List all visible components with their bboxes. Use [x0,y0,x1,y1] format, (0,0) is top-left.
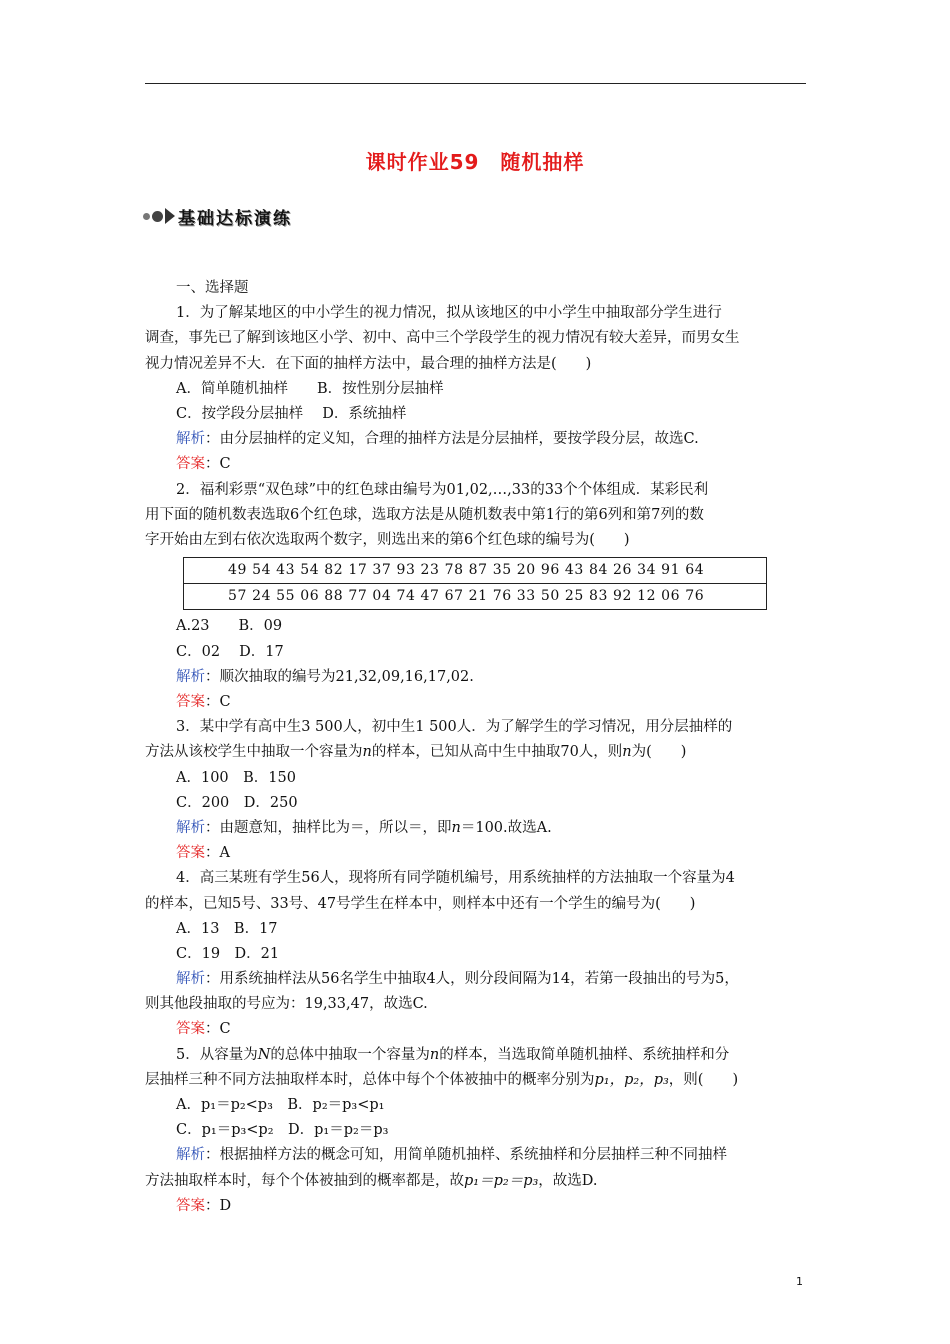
q3-stem-text: 为( ) [631,744,687,761]
arrow-icon [165,208,175,224]
answer-label: 答案 [176,845,205,862]
random-number-table [183,557,767,610]
q1-options-ab: A．简单随机抽样 B．按性别分层抽样 [176,380,444,397]
section-banner [143,203,292,229]
q5-analysis-line1 [145,1143,810,1168]
q5-answer [145,1194,810,1219]
q4-stem-line2: 的样本，已知5号、33号、47号学生在样本中，则样本中还有一个学生的编号为( ) [145,895,696,912]
analysis-text: ：由分层抽样的定义知，合理的抽样方法是分层抽样，要按学段分层，故选C. [205,431,699,448]
table-row [184,558,767,584]
q4-analysis-line1 [145,967,810,992]
q3-stem-line1: 3．某中学有高中生3 500人，初中生1 500人．为了解学生的学习情况，用分层抽样的 [176,719,733,736]
q5-stem-text: 的样本，当选取简单随机抽样、系统抽样和分 [439,1046,730,1063]
variable-n: n [362,744,372,761]
analysis-text: 方法抽取样本时，每个个体被抽到的概率都是，故 [145,1172,464,1189]
q5-options-ab: A．p₁＝p₂<p₃ B．p₂＝p₃<p₁ [176,1097,385,1114]
analysis-label: 解析 [176,668,205,685]
q5-options-cd: C．p₁＝p₃<p₂ D．p₁＝p₂＝p₃ [176,1122,389,1139]
q3-answer [145,841,810,866]
answer-label: 答案 [176,1021,205,1038]
q3-stem-line2 [145,740,810,765]
analysis-text: ：用系统抽样法从56名学生中抽取4人，则分段间隔为14，若第一段抽出的号为5， [205,971,739,988]
q3-stem-text: 的样本，已知从高中生中抽取70人，则 [371,744,623,761]
answer-text: ：C [205,694,231,711]
analysis-text: ：根据抽样方法的概念可知，用简单随机抽样、系统抽样和分层抽样三种不同抽样 [205,1147,727,1164]
q1-stem-line1: 1．为了解某地区的中小学生的视力情况，拟从该地区的中小学生中抽取部分学生进行 [176,305,722,322]
q3-stem-text: 方法从该校学生中抽取一个容量为 [145,744,363,761]
analysis-text: ：由题意知，抽样比为＝，所以＝，即 [205,819,452,836]
q4-stem-line1: 4．高三某班有学生56人，现将所有同学随机编号，用系统抽样的方法抽取一个容量为4 [176,870,735,887]
variable-N: N [257,1046,271,1063]
page-number: 1 [796,1275,803,1288]
answer-text: ：A [205,845,230,862]
q5-stem-line2 [145,1068,810,1093]
analysis-text: ，故选D. [538,1172,598,1189]
q5-stem-text: ，则( ) [668,1071,739,1088]
q2-stem-line1: 2．福利彩票“双色球”中的红色球由编号为01,02,…,33的33个个体组成．某彩民利 [176,481,709,498]
small-dot-icon [143,213,150,220]
q2-options-cd: C．02 D．17 [176,643,284,660]
table-cell: 49 54 43 54 82 17 37 93 23 78 87 35 20 96 43 84 26 34 91 64 [184,558,767,584]
table-cell: 57 24 55 06 88 77 04 74 47 67 21 76 33 50 25 83 92 12 06 76 [184,584,767,610]
q5-stem-line1 [145,1043,810,1068]
analysis-label: 解析 [176,431,205,448]
answer-label: 答案 [176,456,205,473]
q2-stem-line3: 字开始由左到右依次选取两个数字，则选出来的第6个红色球的编号为( ) [145,531,630,548]
q2-stem-line2: 用下面的随机数表选取6个红色球，选取方法是从随机数表中第1行的第6列和第7列的数 [145,506,704,523]
q5-stem-text: 的总体中抽取一个容量为 [270,1046,430,1063]
answer-label: 答案 [176,1197,205,1214]
q1-answer [145,452,810,477]
banner-text: 基础达标演练 [178,208,292,229]
analysis-label: 解析 [176,1147,205,1164]
q1-analysis [145,427,810,452]
q1-stem-line2: 调查，事先已了解到该地区小学、初中、高中三个学段学生的视力情况有较大差异，而男女生 [145,330,740,347]
q5-analysis-line2 [145,1169,810,1194]
variable-n: n [622,744,632,761]
analysis-label: 解析 [176,971,205,988]
analysis-text: ＝100.故选A. [460,819,552,836]
variable-n: n [451,819,461,836]
answer-label: 答案 [176,694,205,711]
q1-options-cd: C．按学段分层抽样 D．系统抽样 [176,405,407,422]
q4-analysis-line2: 则其他段抽取的号应为：19,33,47，故选C. [145,996,428,1013]
probabilities: p₁，p₂，p₃ [594,1071,669,1088]
probabilities: p₁＝p₂＝p₃ [464,1172,539,1189]
answer-text: ：C [205,1021,231,1038]
q4-options-ab: A．13 B．17 [176,920,278,937]
header-rule [145,83,806,84]
answer-text: ：D [205,1197,232,1214]
q5-stem-text: 层抽样三种不同方法抽取样本时，总体中每个个体被抽中的概率分别为 [145,1071,595,1088]
q4-answer [145,1017,810,1042]
table-row [184,584,767,610]
q4-options-cd: C．19 D．21 [176,945,280,962]
q3-analysis [145,816,810,841]
page-title: 课时作业59 随机抽样 [365,150,585,174]
answer-text: ：C [205,456,231,473]
q3-options-ab: A．100 B．150 [176,769,296,786]
q2-answer [145,690,810,715]
variable-n: n [429,1046,440,1063]
q2-analysis [145,665,810,690]
large-dot-icon [152,211,163,222]
analysis-label: 解析 [176,819,205,836]
q1-stem-line3: 视力情况差异不大．在下面的抽样方法中，最合理的抽样方法是( ) [145,355,592,372]
section-heading: 一、选择题 [176,280,249,296]
q3-options-cd: C．200 D．250 [176,794,298,811]
analysis-text: ：顺次抽取的编号为21,32,09,16,17,02. [205,668,474,685]
q2-options-ab: A.23 B．09 [176,618,283,635]
q5-stem-text: 5．从容量为 [176,1046,258,1063]
document-body [145,276,810,1219]
